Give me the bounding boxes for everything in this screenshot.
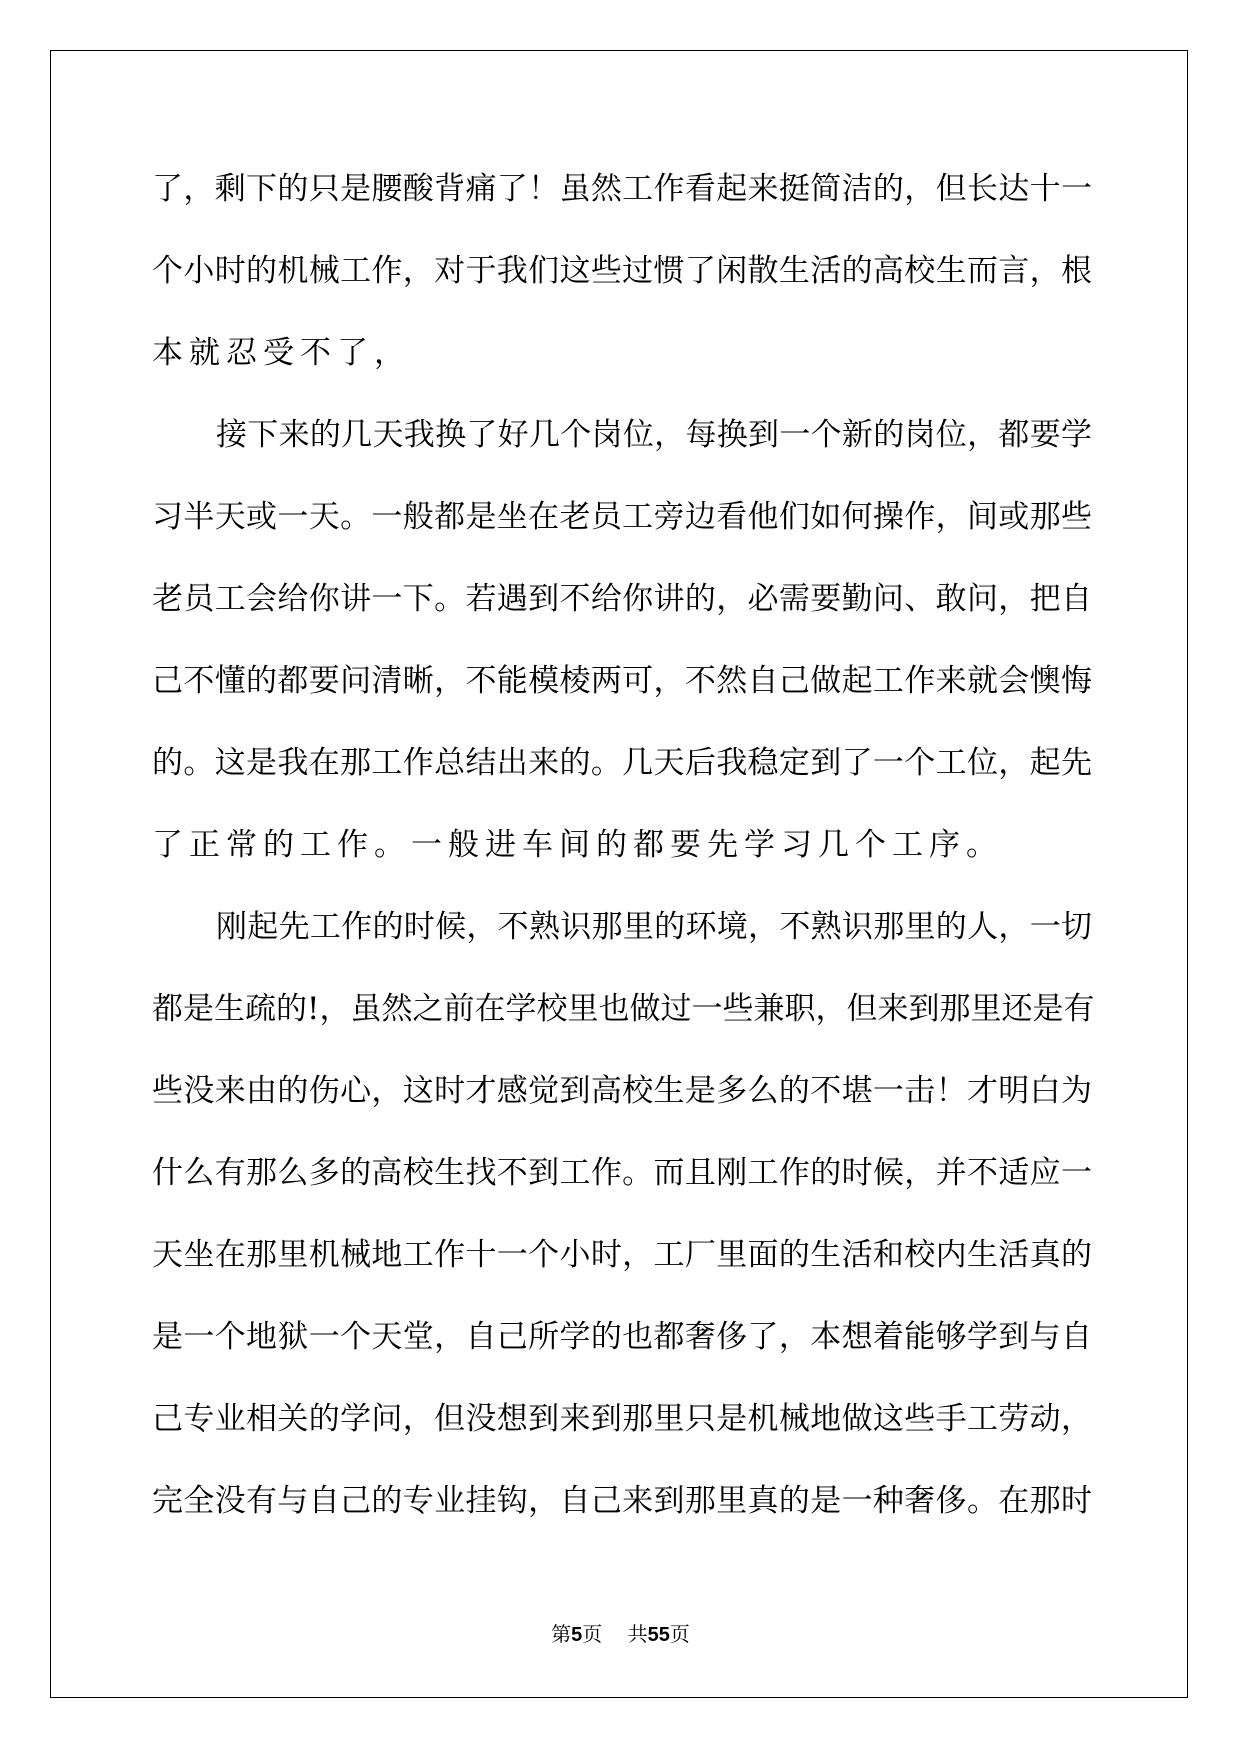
text-line: 些没来由的伤心，这时才感觉到高校生是多么的不堪一击！才明白为 <box>152 1073 1092 1109</box>
text-line: 接下来的几天我换了好几个岗位，每换到一个新的岗位，都要学 <box>216 417 1092 453</box>
document-body <box>152 148 1095 1542</box>
text-line: 是一个地狱一个天堂，自己所学的也都奢侈了，本想着能够学到与自 <box>152 1319 1092 1355</box>
text-line: 了正常的工作。一般进车间的都要先学习几个工序。 <box>152 827 1003 863</box>
text-line: 都是生疏的!，虽然之前在学校里也做过一些兼职，但来到那里还是有 <box>152 991 1095 1027</box>
page-number: 5 <box>571 1624 583 1646</box>
text-line: 了，剩下的只是腰酸背痛了！虽然工作看起来挺简洁的，但长达十一 <box>152 171 1092 207</box>
paragraph-2 <box>152 394 1092 886</box>
text-line: 本就忍受不了， <box>152 335 411 371</box>
text-line: 老员工会给你讲一下。若遇到不给你讲的，必需要勤问、敢问，把自 <box>152 581 1092 617</box>
page-prefix: 第 <box>551 1622 572 1646</box>
total-pages: 55 <box>647 1624 670 1646</box>
text-line: 己不懂的都要问清晰，不能模棱两可，不然自己做起工作来就会懊悔 <box>152 663 1092 699</box>
text-line: 己专业相关的学问，但没想到来到那里只是机械地做这些手工劳动， <box>152 1401 1092 1437</box>
paragraph-3 <box>152 886 1095 1542</box>
text-line: 个小时的机械工作，对于我们这些过惯了闲散生活的高校生而言，根 <box>152 253 1092 289</box>
page-suffix: 页 <box>582 1622 603 1646</box>
total-prefix: 共 <box>627 1622 648 1646</box>
paragraph-1 <box>152 148 1092 394</box>
page-footer <box>0 1618 1241 1647</box>
text-line: 完全没有与自己的专业挂钩，自己来到那里真的是一种奢侈。在那时 <box>152 1483 1092 1519</box>
text-line: 天坐在那里机械地工作十一个小时，工厂里面的生活和校内生活真的 <box>152 1237 1092 1273</box>
text-line: 习半天或一天。一般都是坐在老员工旁边看他们如何操作，间或那些 <box>152 499 1092 535</box>
text-line: 的。这是我在那工作总结出来的。几天后我稳定到了一个工位，起先 <box>152 745 1092 781</box>
total-suffix: 页 <box>669 1622 690 1646</box>
text-line: 刚起先工作的时候，不熟识那里的环境，不熟识那里的人，一切 <box>216 909 1092 945</box>
text-line: 什么有那么多的高校生找不到工作。而且刚工作的时候，并不适应一 <box>152 1155 1092 1191</box>
